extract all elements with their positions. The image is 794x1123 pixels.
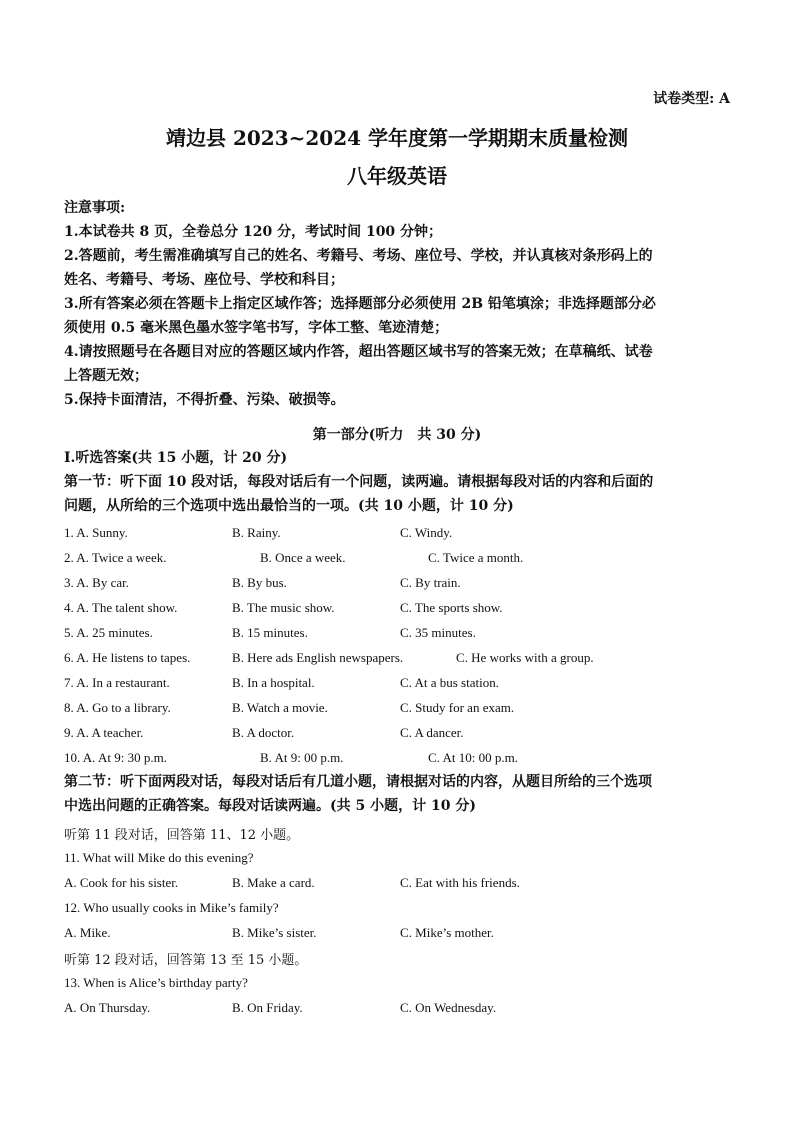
option-a: 8. A. Go to a library. [64, 700, 171, 715]
option-c: C. Study for an exam. [400, 700, 515, 715]
option-a: A. Cook for his sister. [64, 875, 179, 890]
option-a: 6. A. He listens to tapes. [64, 650, 191, 665]
exam-subject: 八年级英语 [347, 164, 447, 188]
option-a: 10. A. At 9: 30 p.m. [64, 750, 167, 765]
option-a: 3. A. By car. [64, 575, 129, 590]
dialog-instruction: 听第 11 段对话，回答第 11、12 小题。 [64, 828, 300, 843]
exam-title: 靖边县 2023~2024 学年度第一学期期末质量检测 [165, 126, 628, 150]
option-c: C. The sports show. [400, 600, 503, 615]
notes-line: 2.答题前，考生需准确填写自己的姓名、考籍号、考场、座位号、学校，并认真核对条形码上的 [64, 248, 653, 264]
paper-type-label: 试卷类型: A [653, 91, 730, 107]
option-a: 5. A. 25 minutes. [64, 625, 153, 640]
option-a: A. On Thursday. [64, 1000, 151, 1015]
question-stem: 12. Who usually cooks in Mike’s family? [64, 900, 279, 915]
notes-line: 姓名、考籍号、考场、座位号、学校和科目； [64, 272, 344, 288]
option-a: 2. A. Twice a week. [64, 550, 167, 565]
option-b: B. Watch a movie. [232, 700, 328, 715]
option-a: 1. A. Sunny. [64, 525, 128, 540]
notes-line: 上答题无效； [64, 368, 148, 384]
notes-section [64, 196, 734, 412]
option-c: C. On Wednesday. [400, 1000, 497, 1015]
option-b: B. Rainy. [232, 525, 281, 540]
option-b: B. Make a card. [232, 875, 315, 890]
question-stem: 13. When is Alice’s birthday party? [64, 975, 248, 990]
option-c: C. He works with a group. [456, 650, 594, 665]
option-a: 7. A. In a restaurant. [64, 675, 170, 690]
section-title: Ⅰ.听选答案(共 15 小题，计 20 分) [64, 450, 288, 466]
option-b: B. At 9: 00 p.m. [260, 750, 344, 765]
option-c: C. Windy. [400, 525, 453, 540]
option-c: C. At a bus station. [400, 675, 499, 690]
notes-line: 3.所有答案必须在答题卡上指定区域作答；选择题部分必须使用 2B 铅笔填涂；非选择题部分必 [64, 296, 656, 312]
option-b: B. On Friday. [232, 1000, 303, 1015]
option-b: B. 15 minutes. [232, 625, 308, 640]
option-b: B. Mike’s sister. [232, 925, 317, 940]
option-b: B. A doctor. [232, 725, 295, 740]
question-stem: 11. What will Mike do this evening? [64, 850, 254, 865]
option-b: B. The music show. [232, 600, 335, 615]
option-c: C. A dancer. [400, 725, 464, 740]
option-c: C. Eat with his friends. [400, 875, 520, 890]
section1-intro-line: 第一节：听下面 10 段对话，每段对话后有一个问题，读两遍。请根据每段对话的内容和后面的 [64, 474, 654, 490]
notes-heading: 注意事项: [64, 200, 126, 216]
option-a: 9. A. A teacher. [64, 725, 144, 740]
option-c: C. 35 minutes. [400, 625, 476, 640]
part1-title: 第一部分(听力 共 30 分) [312, 427, 482, 443]
notes-line: 5.保持卡面清洁，不得折叠、污染、破损等。 [64, 392, 345, 408]
option-a: A. Mike. [64, 925, 111, 940]
option-c: C. At 10: 00 p.m. [428, 750, 518, 765]
option-c: C. By train. [400, 575, 461, 590]
option-b: B. Here ads English newspapers. [232, 650, 404, 665]
option-c: C. Twice a month. [428, 550, 524, 565]
notes-line: 1.本试卷共 8 页，全卷总分 120 分，考试时间 100 分钟； [64, 224, 443, 240]
option-c: C. Mike’s mother. [400, 925, 494, 940]
option-a: 4. A. The talent show. [64, 600, 178, 615]
section2-intro-line: 第二节：听下面两段对话，每段对话后有几道小题，请根据对话的内容，从题目所给的三个选项 [64, 774, 652, 790]
option-b: B. In a hospital. [232, 675, 315, 690]
notes-line: 须使用 0.5 毫米黑色墨水签字笔书写，字体工整、笔迹清楚； [64, 320, 449, 336]
option-b: B. By bus. [232, 575, 287, 590]
option-b: B. Once a week. [260, 550, 346, 565]
notes-line: 4.请按照题号在各题目对应的答题区域内作答，超出答题区域书写的答案无效；在草稿纸、试卷 [64, 344, 653, 360]
section2-intro-line: 中选出问题的正确答案。每段对话读两遍。(共 5 小题，计 10 分) [64, 798, 476, 814]
section1-intro-line: 问题，从所给的三个选项中选出最恰当的一项。(共 10 小题，计 10 分) [64, 498, 514, 514]
dialog-instruction: 听第 12 段对话，回答第 13 至 15 小题。 [64, 953, 308, 968]
